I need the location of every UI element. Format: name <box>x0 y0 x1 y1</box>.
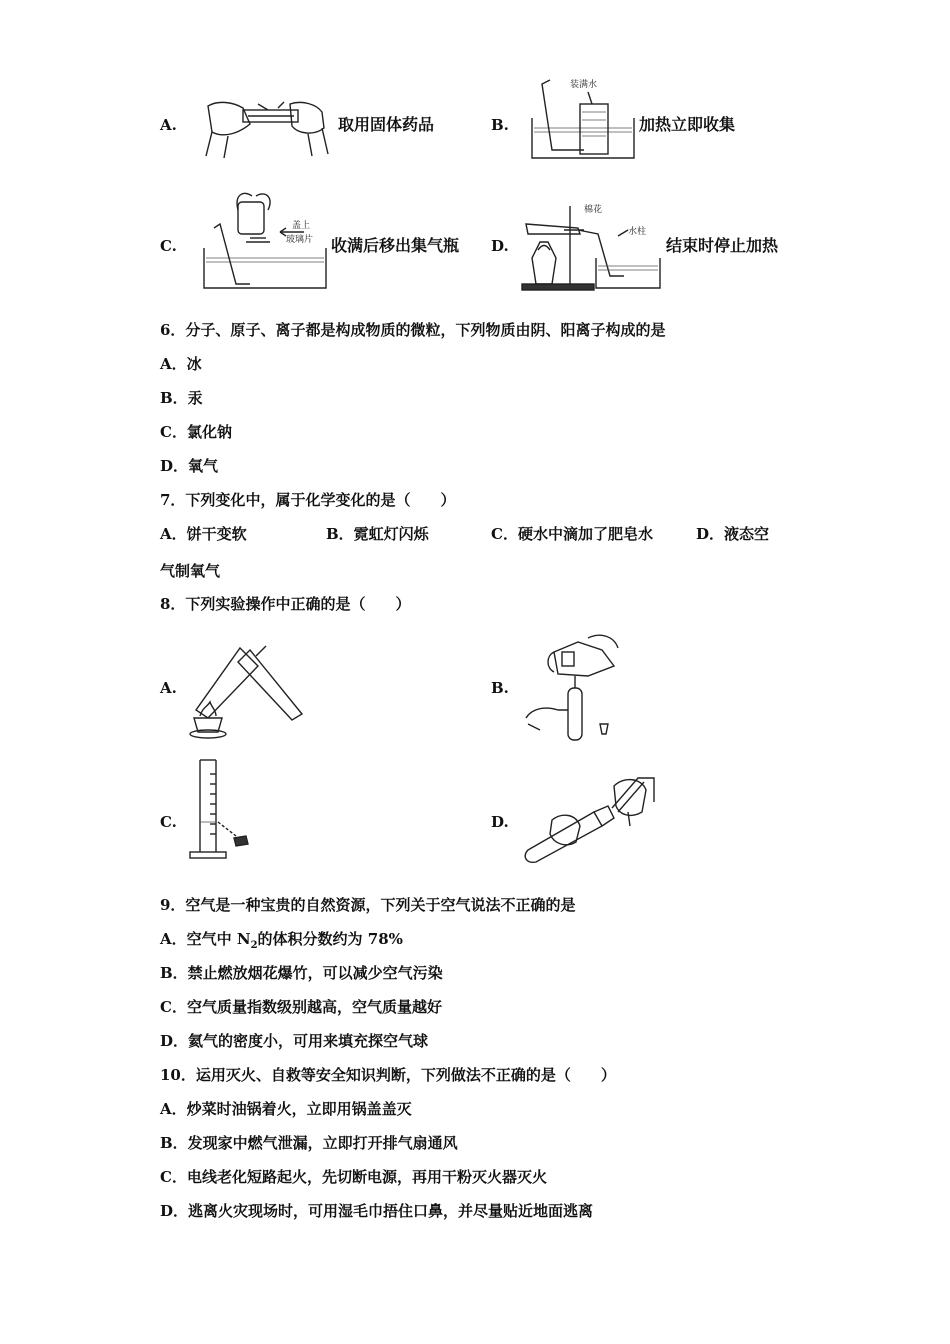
q9-option-b: B．禁止燃放烟花爆竹，可以减少空气污染 <box>160 964 443 982</box>
q8-a-heating-test-tube-figure <box>188 636 306 742</box>
q8-option-c-label: C. <box>160 813 177 831</box>
q9-option-a-text-2: 的体积分数约为 78% <box>257 930 403 948</box>
q5-d-annotation-1: 棉花 <box>584 205 603 215</box>
q10-stem: 10．运用灭火、自救等安全知识判断，下列做法不正确的是（ ） <box>160 1066 616 1084</box>
q5-option-b-caption: 加热立即收集 <box>639 115 736 134</box>
q8-option-d-label: D. <box>491 813 509 831</box>
q5-b-water-collection-figure <box>528 78 638 163</box>
q9-option-a-subscript: 2 <box>250 940 258 951</box>
q6-option-c: C．氯化钠 <box>160 423 232 441</box>
q7-option-b: B．霓虹灯闪烁 <box>326 525 429 543</box>
q8-b-pouring-liquid-figure <box>518 628 624 744</box>
q9-option-d: D．氦气的密度小，可用来填充探空气球 <box>160 1032 429 1050</box>
q10-option-c: C．电线老化短路起火，先切断电源，再用干粉灭火器灭火 <box>160 1168 547 1186</box>
q6-option-a: A．冰 <box>160 355 202 373</box>
q5-option-a-caption: 取用固体药品 <box>338 115 435 134</box>
q7-option-d: D．液态空 <box>696 525 770 543</box>
q6-option-d: D．氧气 <box>160 457 219 475</box>
q5-option-d-caption: 结束时停止加热 <box>666 236 779 255</box>
q7-stem: 7．下列变化中，属于化学变化的是（ ） <box>160 491 456 509</box>
q5-c-annotation-2: 玻璃片 <box>286 235 314 245</box>
q5-d-heating-apparatus-figure <box>518 200 663 292</box>
q8-d-stopper-insertion-figure <box>518 772 660 862</box>
q8-option-a-label: A. <box>160 679 177 697</box>
q5-c-gas-bottle-figure <box>200 188 330 291</box>
q5-option-b-label: B. <box>491 116 509 134</box>
q10-option-b: B．发现家中燃气泄漏，立即打开排气扇通风 <box>160 1134 458 1152</box>
q8-c-graduated-cylinder-figure <box>186 756 256 860</box>
q5-option-c-caption: 收满后移出集气瓶 <box>331 236 460 255</box>
q5-option-a-label: A. <box>160 116 177 134</box>
q9-option-a-text-1: A．空气中 N <box>160 930 251 948</box>
q8-option-b-label: B. <box>491 679 509 697</box>
q6-option-b: B．汞 <box>160 389 203 407</box>
q8-stem: 8．下列实验操作中正确的是（ ） <box>160 595 411 613</box>
q10-option-a: A．炒菜时油锅着火，立即用锅盖盖灭 <box>160 1100 412 1118</box>
q5-option-c-label: C. <box>160 237 177 255</box>
q5-b-annotation: 装满水 <box>570 80 598 90</box>
q5-a-hands-test-tube-figure <box>198 98 333 160</box>
q5-option-d-label: D. <box>491 237 509 255</box>
q6-stem: 6．分子、原子、离子都是构成物质的微粒，下列物质由阴、阳离子构成的是 <box>160 321 666 339</box>
q9-option-c: C．空气质量指数级别越高，空气质量越好 <box>160 998 442 1016</box>
q10-option-d: D．逃离火灾现场时，可用湿毛巾捂住口鼻，并尽量贴近地面逃离 <box>160 1202 594 1220</box>
q7-option-a: A．饼干变软 <box>160 525 247 543</box>
q7-option-d-continuation: 气制氧气 <box>160 562 221 580</box>
q7-option-c: C．硬水中滴加了肥皂水 <box>491 525 653 543</box>
q9-stem: 9．空气是一种宝贵的自然资源，下列关于空气说法不正确的是 <box>160 896 576 914</box>
q9-option-a <box>160 929 403 956</box>
q5-d-annotation-2: 水柱 <box>628 227 647 237</box>
q5-c-annotation-1: 盖上 <box>292 221 311 231</box>
